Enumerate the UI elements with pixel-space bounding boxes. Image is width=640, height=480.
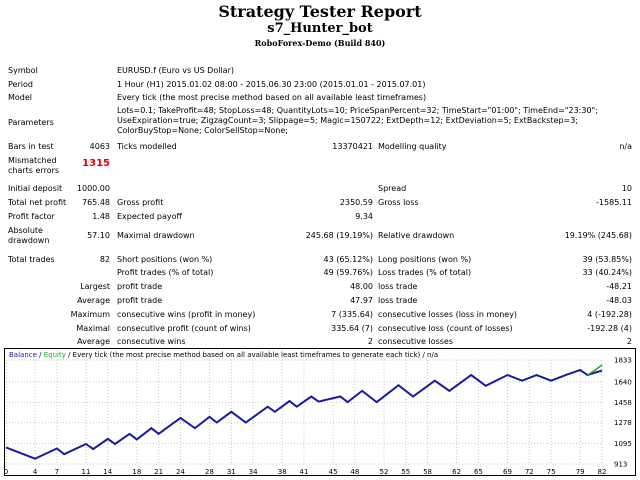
x-tick-label: 55 [401, 468, 411, 476]
model-label: Model [8, 93, 33, 102]
spread-value: 10 [621, 184, 632, 193]
maximal-loss-value: -192.28 (4) [587, 324, 632, 333]
largest-profit-value: 48.00 [350, 282, 373, 291]
x-tick-label: 79 [575, 468, 585, 476]
x-tick-label: 62 [452, 468, 462, 476]
loss-trades-value: 33 (40.24%) [582, 268, 632, 277]
average-profit-value: 47.97 [350, 296, 373, 305]
symbol-value: EURUSD.f (Euro vs US Dollar) [117, 66, 234, 75]
avg-label: Average [77, 337, 110, 346]
y-tick-label: 1095 [614, 439, 632, 448]
report-subtitle: s7_Hunter_bot [267, 21, 373, 36]
grossprofit-value: 2350.59 [339, 198, 373, 207]
largest-label: Largest [80, 282, 110, 291]
parameters-line-3: ColorBuyStop=None; ColorSellStop=None; [117, 126, 288, 135]
maxdd-value: 245.68 (19.19%) [305, 231, 373, 240]
report-title: Strategy Tester Report [218, 2, 422, 21]
x-tick-label: 75 [546, 468, 556, 476]
chart-legend [9, 351, 438, 359]
parameters-line-2: UseExpiration=true; ZigzagCount=3; Slippage=5; Magic=150722; ExtDepth=12; ExtDeviation=5; ExtBackstep=3; [117, 116, 579, 125]
x-tick-label: 48 [350, 468, 360, 476]
x-tick-label: 82 [597, 468, 607, 476]
legend-equity: Equity [43, 351, 66, 359]
maximal-label: Maximal [76, 324, 110, 333]
y-tick-label: 913 [614, 460, 628, 469]
profit-factor-label: Profit factor [8, 212, 55, 221]
avg-wins-label: consecutive wins [117, 337, 186, 346]
parameters-line-1: Lots=0.1; TakeProfit=48; StopLoss=48; QuantityLots=10; PriceSpanPercent=32; TimeStart="01:00"; TimeEnd="23:30"; [117, 106, 598, 115]
largest-loss-label: loss trade [378, 282, 418, 291]
x-tick-label: 72 [524, 468, 534, 476]
y-tick-label: 1278 [614, 419, 632, 428]
loss-trades-label: Loss trades (% of total) [378, 268, 472, 277]
model-value: Every tick (the most precise method based on all available least timeframes) [117, 93, 427, 102]
largest-profit-label: profit trade [117, 282, 163, 291]
reldd-label: Relative drawdown [378, 231, 455, 240]
netprofit-label: Total net profit [8, 198, 67, 207]
short-label: Short positions (won %) [117, 255, 213, 264]
long-value: 39 (53.85%) [582, 255, 632, 264]
ticks-label: Ticks modelled [117, 142, 177, 151]
avg-wins-value: 2 [367, 337, 373, 346]
symbol-label: Symbol [8, 66, 38, 75]
x-tick-label: 69 [503, 468, 512, 476]
spread-label: Spread [378, 184, 407, 193]
average-label: Average [77, 296, 110, 305]
x-tick-label: 45 [328, 468, 338, 476]
balance-chart [4, 348, 636, 476]
average-profit-label: profit trade [117, 296, 163, 305]
maximal-loss-label: consecutive loss (count of losses) [378, 324, 513, 333]
x-tick-label: 24 [175, 468, 185, 476]
x-tick-label: 58 [423, 468, 433, 476]
bars-label: Bars in test [8, 142, 54, 151]
x-tick-label: 52 [379, 468, 389, 476]
deposit-label: Initial deposit [8, 184, 63, 193]
x-tick-label: 65 [473, 468, 483, 476]
legend-separator: / [36, 351, 44, 359]
parameters-label: Parameters [8, 118, 54, 127]
netprofit-value: 765.48 [82, 198, 110, 207]
max-losses-label: consecutive losses (loss in money) [378, 310, 518, 319]
grossloss-label: Gross loss [378, 198, 419, 207]
payoff-value: 9.34 [355, 212, 373, 221]
grossloss-value: -1585.11 [596, 198, 632, 207]
profit-trades-value: 49 (59.76%) [323, 268, 373, 277]
maxdd-label: Maximal drawdown [117, 231, 195, 240]
absdd-value: 57.10 [87, 231, 110, 240]
x-tick-label: 7 [54, 468, 60, 476]
legend-description: / Every tick (the most precise method based on all available least timeframes to generate each tick) / n/a [65, 351, 439, 359]
quality-label: Modelling quality [378, 142, 447, 151]
x-tick-label: 31 [226, 468, 236, 476]
absdd-label-2: drawdown [8, 236, 50, 245]
largest-loss-value: -48.21 [606, 282, 632, 291]
maximal-profit-value: 335.64 (7) [331, 324, 373, 333]
y-tick-label: 1833 [614, 356, 632, 365]
absdd-label-1: Absolute [8, 226, 43, 235]
grossprofit-label: Gross profit [117, 198, 164, 207]
y-tick-label: 1458 [614, 398, 632, 407]
x-tick-label: 11 [81, 468, 91, 476]
x-tick-label: 38 [277, 468, 287, 476]
ticks-value: 13370421 [332, 142, 373, 151]
chart-frame [5, 349, 636, 476]
period-value: 1 Hour (H1) 2015.01.02 08:00 - 2015.06.30 23:00 (2015.01.01 - 2015.07.01) [117, 80, 426, 89]
max-losses-value: 4 (-192.28) [587, 310, 632, 319]
trades-value: 82 [99, 255, 110, 264]
avg-losses-label: consecutive losses [378, 337, 454, 346]
short-value: 43 (65.12%) [323, 255, 373, 264]
long-label: Long positions (won %) [378, 255, 472, 264]
x-tick-label: 21 [154, 468, 164, 476]
bars-value: 4063 [89, 142, 110, 151]
x-tick-label: 18 [132, 468, 142, 476]
x-tick-label: 41 [299, 468, 309, 476]
maximal-profit-label: consecutive profit (count of wins) [117, 324, 251, 333]
reldd-value: 19.19% (245.68) [564, 231, 632, 240]
x-tick-label: 34 [248, 468, 258, 476]
report-server: RoboForex-Demo (Build 840) [254, 38, 386, 48]
x-tick-label: 4 [32, 468, 38, 476]
x-tick-label: 0 [4, 468, 9, 476]
avg-losses-value: 2 [626, 337, 632, 346]
mismatch-label-1: Mismatched [8, 156, 57, 165]
mismatch-value: 1315 [82, 158, 110, 169]
maximum-label: Maximum [70, 310, 110, 319]
quality-value: n/a [619, 142, 632, 151]
max-wins-label: consecutive wins (profit in money) [117, 310, 256, 319]
x-tick-label: 14 [103, 468, 113, 476]
profit-factor-value: 1.48 [92, 212, 110, 221]
average-loss-label: loss trade [378, 296, 418, 305]
period-label: Period [8, 80, 33, 89]
average-loss-value: -48.03 [606, 296, 632, 305]
mismatch-label-2: charts errors [8, 166, 60, 175]
y-tick-label: 1640 [614, 378, 632, 387]
x-tick-label: 28 [205, 468, 214, 476]
legend-balance: Balance [9, 351, 37, 359]
payoff-label: Expected payoff [117, 212, 182, 221]
max-wins-value: 7 (335.64) [331, 310, 373, 319]
trades-label: Total trades [8, 255, 55, 264]
profit-trades-label: Profit trades (% of total) [117, 268, 214, 277]
deposit-value: 1000.00 [76, 184, 110, 193]
